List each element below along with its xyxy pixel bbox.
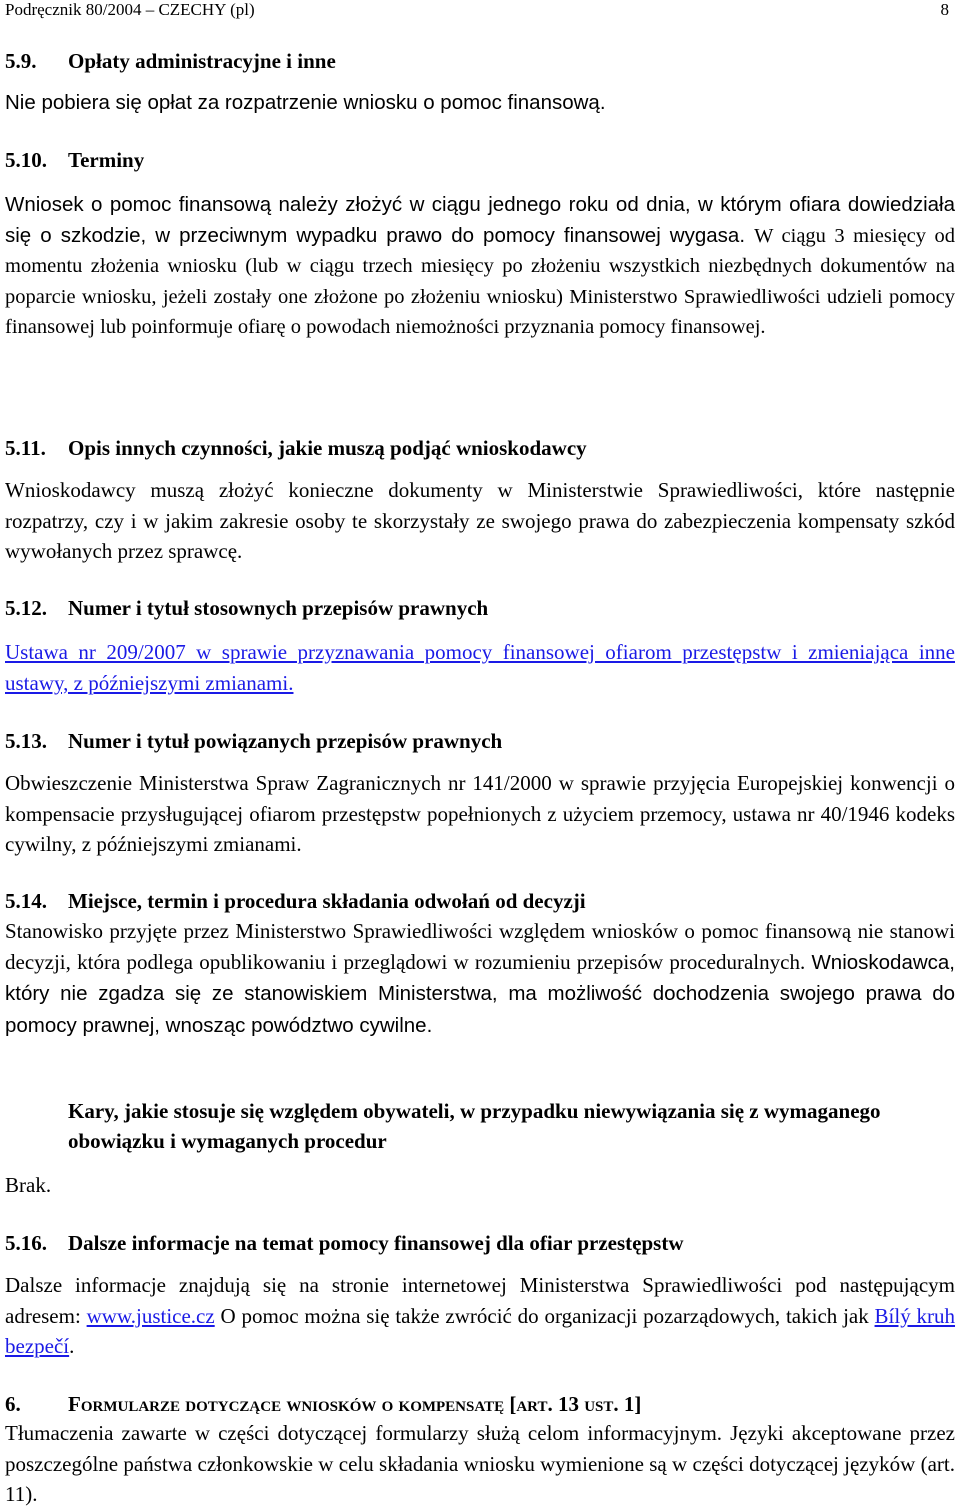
section-title: Formularze dotyczące wniosków o kompensatę [art. 13 ust. 1]: [68, 1392, 642, 1416]
section-title: Opis innych czynności, jakie muszą podjąć wnioskodawcy: [68, 436, 587, 460]
section-5-9-heading: [5, 46, 336, 76]
section-number: [5, 1096, 68, 1126]
bily-kruh-link[interactable]: Bílý kruh bezpečí: [5, 1303, 956, 1358]
paragraph-part-a: Stanowisko przyjęte przez Ministerstwo Sprawiedliwości względem wniosków o pomoc finansową nie stanowi decyzji, która podlega opublikowaniu i przeglądowi w rozumieniu przepisów proceduralnych.: [5, 919, 955, 974]
section-5-16-heading: [5, 1228, 684, 1258]
section-5-12-text: [5, 637, 955, 698]
page-header: [5, 0, 955, 20]
paragraph-part-b: Wnioskodawca, który nie zgadza się ze stanowiskiem Ministerstwa, ma możliwość dochodzenia swojego prawa do pomocy prawnej, wnosząc powództwo cywilne.: [5, 950, 955, 1037]
law-link[interactable]: Ustawa nr 209/2007 w sprawie przyznawania pomocy finansowej ofiarom przestępstw i zmieniająca inne ustawy, z późniejszymi zmianami.: [5, 640, 955, 695]
section-title: Opłaty administracyjne i inne: [68, 49, 336, 73]
section-title: Numer i tytuł stosownych przepisów prawnych: [68, 596, 489, 620]
section-5-15-heading: [5, 1096, 955, 1156]
section-6-text: Tłumaczenia zawarte w części dotyczącej formularzy służą celom informacyjnym. Języki akceptowane przez poszczególne państwa członkowskie w celu składania wniosku wymienione są w części dotyczącej języków (art. 11).: [5, 1421, 955, 1506]
section-title: Kary, jakie stosuje się względem obywateli, w przypadku niewywiązania się z wymaganego obowiązku i wymaganych procedur: [68, 1099, 881, 1153]
section-number: 5.14.: [5, 889, 47, 913]
section-title: Miejsce, termin i procedura składania odwołań od decyzji: [68, 889, 586, 913]
section-number: 5.16.: [5, 1231, 47, 1255]
header-title: Podręcznik 80/2004 – CZECHY (pl): [5, 0, 255, 19]
section-title: Dalsze informacje na temat pomocy finansowej dla ofiar przestępstw: [68, 1231, 684, 1255]
section-5-10-text: [5, 190, 955, 343]
section-6-heading: [5, 1389, 641, 1419]
paragraph-part-b: W ciągu 3 miesięcy od momentu złożenia wniosku (lub w ciągu trzech miesięcy po złożeniu wszystkich niezbędnych dokumentów na poparcie wniosku, jeżeli zostały one złożone po złożeniu wniosku) Ministerstwo Sprawiedliwości udzieli pomocy finansowej lub poinformuje ofiarę o powodach niemożności przyznania pomocy finansowej.: [5, 224, 955, 338]
section-5-15-text: Brak.: [5, 1173, 52, 1197]
section-number: 5.9.: [5, 49, 37, 73]
section-5-14-heading: [5, 886, 586, 916]
section-number: 6.: [5, 1392, 21, 1416]
section-5-13-heading: [5, 726, 502, 756]
section-5-12-heading: [5, 593, 488, 623]
section-number: 5.12.: [5, 596, 47, 620]
section-5-9-text: Nie pobiera się opłat za rozpatrzenie wniosku o pomoc finansową.: [5, 91, 606, 114]
section-number: 5.11.: [5, 436, 46, 460]
section-title: Terminy: [68, 148, 145, 172]
section-number: 5.10.: [5, 148, 47, 172]
paragraph-part-a: Dalsze informacje znajdują się na stronie internetowej Ministerstwa Sprawiedliwości pod następującym adresem:: [5, 1273, 955, 1328]
paragraph-part-b: O pomoc można się także zwrócić do organizacji pozarządowych, takich jak: [214, 1303, 875, 1328]
section-title: Numer i tytuł powiązanych przepisów prawnych: [68, 729, 503, 753]
section-number: 5.13.: [5, 729, 47, 753]
section-5-11-text: Wnioskodawcy muszą złożyć konieczne dokumenty w Ministerstwie Sprawiedliwości, które następnie rozpatrzy, czy i w jakim zakresie osoby te skorzystały ze swojego prawa do zabezpieczenia kompensaty szkód wywołanych przez sprawcę.: [5, 478, 955, 563]
page-number: 8: [940, 0, 949, 19]
justice-website-link[interactable]: www.justice.cz: [86, 1303, 215, 1328]
section-5-16-text: [5, 1270, 955, 1362]
section-5-10-heading: [5, 145, 144, 175]
paragraph-part-c: .: [69, 1334, 75, 1358]
section-5-11-heading: [5, 433, 587, 463]
section-5-14-text: [5, 916, 955, 1041]
section-5-13-text: Obwieszczenie Ministerstwa Spraw Zagranicznych nr 141/2000 w sprawie przyjęcia Europejskiej konwencji o kompensacie przysługującej ofiarom przestępstw popełnionych z użyciem przemocy, ustawa nr 40/1946 kodeks cywilny, z późniejszymi zmianami.: [5, 771, 955, 856]
paragraph-part-a: Wniosek o pomoc finansową należy złożyć w ciągu jednego roku od dnia, w którym ofiara dowiedziała się o szkodzie, w przeciwnym wypadku prawo do pomocy finansowej wygasa.: [5, 193, 955, 247]
